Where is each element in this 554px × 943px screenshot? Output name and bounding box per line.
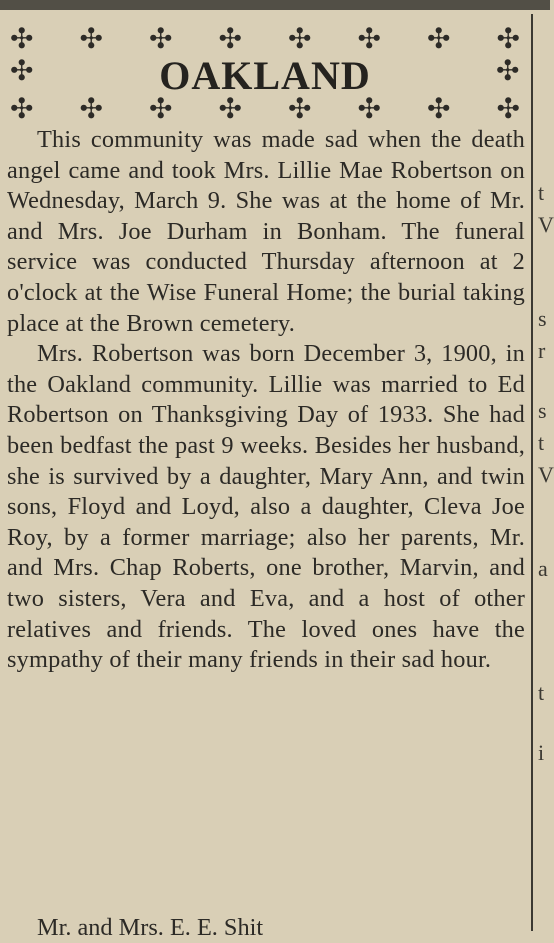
cross-ornament-icon: ✣: [427, 24, 451, 55]
adjacent-letter: a: [538, 556, 548, 581]
cross-ornament-icon: ✣: [218, 94, 242, 125]
cross-ornament-icon: ✣: [288, 24, 312, 55]
adjacent-letter: V: [538, 212, 554, 237]
section-heading: OAKLAND: [159, 53, 371, 98]
adjacent-letter: s: [538, 398, 547, 423]
cross-ornament-icon: ✣: [79, 24, 103, 55]
adjacent-letter: s: [538, 306, 547, 331]
article-paragraph: Mrs. Robertson was born December 3, 1900, in the Oakland community. Lillie was married to Ed Robertson on Thanksgiving Day of 1933. She had been bedfast the past 9 weeks. Besides her husband, she is survived by a daughter, Mary Ann, and twin sons, Floyd and Loyd, also a daughter, Cleva Joe Roy, by a former marriage; also her parents, Mr. and Mrs. Chap Roberts, one brother, Marvin, and two sisters, Vera and Eva, and a host of other relatives and friends. The loved ones have the sympathy of their many friends in their sad hour.: [7, 340, 525, 674]
adjacent-letter: i: [538, 740, 545, 765]
cross-ornament-icon: ✣: [288, 94, 312, 125]
adjacent-letter: V: [538, 462, 554, 487]
cross-ornament-icon: ✣: [496, 24, 520, 55]
ornament-row-bottom: [10, 96, 520, 124]
adjacent-column-fragment: [534, 0, 554, 931]
cross-ornament-icon: ✣: [357, 24, 381, 55]
ornament-row-top: [10, 26, 520, 54]
top-rule: [0, 0, 550, 10]
obituary-article: [7, 125, 525, 676]
cross-ornament-icon: ✣: [218, 24, 242, 55]
column-divider: [531, 14, 533, 931]
cutoff-next-item: Mr. and Mrs. E. E. Shit: [37, 914, 264, 941]
cross-ornament-icon: ✣: [427, 94, 451, 125]
adjacent-letter: t: [538, 430, 545, 455]
cross-ornament-icon: ✣: [496, 56, 520, 87]
cross-ornament-icon: ✣: [357, 94, 381, 125]
article-paragraph: This community was made sad when the death angel came and took Mrs. Lillie Mae Robertson on Wednesday, March 9. She was at the home of Mr. and Mrs. Joe Durham in Bonham. The funeral service was conducted Thursday afternoon at 2 o'clock at the Wise Funeral Home; the burial taking place at the Brown cemetery.: [7, 126, 525, 337]
adjacent-letter: t: [538, 680, 545, 705]
cross-ornament-icon: ✣: [10, 24, 34, 55]
cross-ornament-icon: ✣: [149, 94, 173, 125]
cross-ornament-icon: ✣: [149, 24, 173, 55]
adjacent-letter: t: [538, 180, 545, 205]
cross-ornament-icon: ✣: [10, 94, 34, 125]
cross-ornament-icon: ✣: [10, 56, 34, 87]
cross-ornament-icon: ✣: [79, 94, 103, 125]
adjacent-letter: r: [538, 338, 546, 363]
cross-ornament-icon: ✣: [496, 94, 520, 125]
